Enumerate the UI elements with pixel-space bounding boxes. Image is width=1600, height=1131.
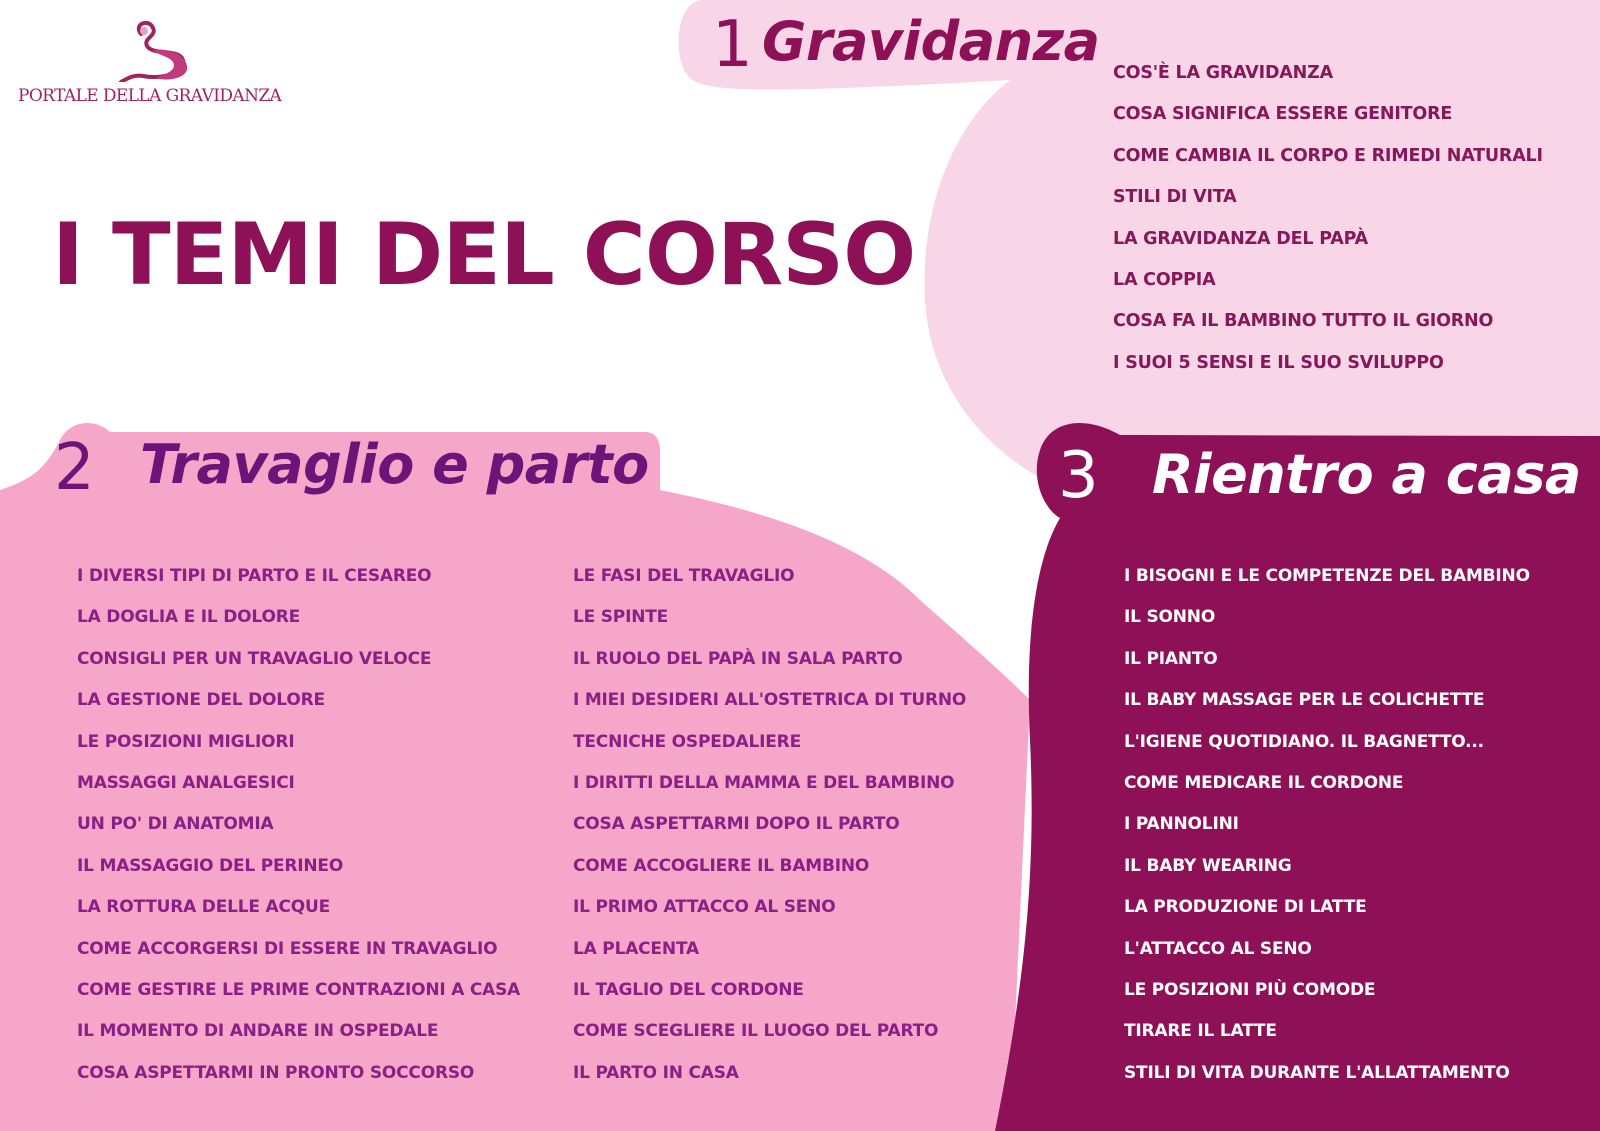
topic-item: TIRARE IL LATTE: [1124, 1021, 1277, 1042]
topic-item: I DIVERSI TIPI DI PARTO E IL CESAREO: [77, 566, 432, 586]
topic-item: IL MOMENTO DI ANDARE IN OSPEDALE: [77, 1021, 439, 1042]
section-title: Rientro a casa: [1152, 443, 1581, 506]
topic-item: LE FASI DEL TRAVAGLIO: [573, 566, 795, 586]
topic-item: COSA SIGNIFICA ESSERE GENITORE: [1113, 104, 1453, 125]
topic-item: IL MASSAGGIO DEL PERINEO: [77, 855, 344, 876]
topic-item: L'ATTACCO AL SENO: [1124, 938, 1312, 959]
section-pregnancy-header: [700, 5, 1100, 85]
topic-item: LA PLACENTA: [573, 938, 699, 959]
topic-item: COSA FA IL BAMBINO TUTTO IL GIORNO: [1113, 311, 1494, 332]
page-title: I TEMI DEL CORSO: [52, 205, 916, 305]
topic-item: LE POSIZIONI MIGLIORI: [77, 731, 295, 752]
topic-item: LA PRODUZIONE DI LATTE: [1124, 897, 1367, 918]
home-topic-list: [1124, 556, 1530, 1094]
topic-item: STILI DI VITA: [1113, 187, 1237, 208]
labour-topic-list-left: [77, 556, 520, 1094]
topic-item: COME ACCORGERSI DI ESSERE IN TRAVAGLIO: [77, 938, 498, 959]
topic-item: IL PARTO IN CASA: [573, 1062, 739, 1083]
topic-item: COME GESTIRE LE PRIME CONTRAZIONI A CASA: [77, 979, 521, 1000]
section-home-header: [1040, 438, 1580, 518]
section-title: Gravidanza: [762, 10, 1100, 73]
topic-item: IL PRIMO ATTACCO AL SENO: [573, 897, 836, 918]
section-number: 2: [54, 431, 95, 505]
topic-item: L'IGIENE QUOTIDIANO. IL BAGNETTO...: [1124, 731, 1484, 752]
topic-item: IL TAGLIO DEL CORDONE: [573, 979, 804, 1000]
topic-item: COME CAMBIA IL CORPO E RIMEDI NATURALI: [1113, 145, 1543, 166]
stork-swirl-logo-icon: [113, 20, 203, 82]
topic-item: IL BABY MASSAGE PER LE COLICHETTE: [1124, 690, 1485, 711]
logo-text: PORTALE DELLA GRAVIDANZA: [18, 86, 282, 106]
topic-item: I PANNOLINI: [1124, 814, 1239, 835]
topic-item: IL SONNO: [1124, 607, 1216, 628]
topic-item: IL BABY WEARING: [1124, 855, 1292, 876]
topic-item: LA DOGLIA E IL DOLORE: [77, 607, 301, 628]
section-number: 1: [712, 8, 753, 82]
topic-item: STILI DI VITA DURANTE L'ALLATTAMENTO: [1124, 1062, 1510, 1083]
topic-item: LE POSIZIONI PIÙ COMODE: [1124, 979, 1376, 1000]
topic-item: I DIRITTI DELLA MAMMA E DEL BAMBINO: [573, 772, 955, 793]
pregnancy-topic-list: [1113, 53, 1543, 384]
labour-topic-list-right: [573, 556, 966, 1094]
topic-item: I MIEI DESIDERI ALL'OSTETRICA DI TURNO: [573, 690, 967, 711]
portal-logo[interactable]: [18, 20, 282, 115]
topic-item: I BISOGNI E LE COMPETENZE DEL BAMBINO: [1124, 566, 1530, 586]
topic-item: CONSIGLI PER UN TRAVAGLIO VELOCE: [77, 648, 432, 669]
topic-item: MASSAGGI ANALGESICI: [77, 772, 295, 793]
topic-item: COME MEDICARE IL CORDONE: [1124, 772, 1404, 793]
topic-item: TECNICHE OSPEDALIERE: [573, 731, 801, 752]
topic-item: IL PIANTO: [1124, 648, 1218, 669]
topic-item: COME ACCOGLIERE IL BAMBINO: [573, 855, 870, 876]
topic-item: LA COPPIA: [1113, 269, 1216, 290]
section-number: 3: [1058, 439, 1099, 513]
section-title: Travaglio e parto: [140, 433, 649, 496]
topic-item: LE SPINTE: [573, 607, 669, 628]
topic-item: COSA ASPETTARMI DOPO IL PARTO: [573, 814, 900, 835]
topic-item: LA GESTIONE DEL DOLORE: [77, 690, 325, 711]
topic-item: LA GRAVIDANZA DEL PAPÀ: [1113, 228, 1368, 249]
topic-item: COSA ASPETTARMI IN PRONTO SOCCORSO: [77, 1062, 475, 1083]
section-labour-header: [40, 430, 660, 510]
topic-item: COS'È LA GRAVIDANZA: [1113, 63, 1333, 83]
topic-item: UN PO' DI ANATOMIA: [77, 814, 274, 835]
topic-item: COME SCEGLIERE IL LUOGO DEL PARTO: [573, 1021, 939, 1042]
topic-item: LA ROTTURA DELLE ACQUE: [77, 897, 331, 918]
topic-item: IL RUOLO DEL PAPÀ IN SALA PARTO: [573, 648, 903, 669]
topic-item: I SUOI 5 SENSI E IL SUO SVILUPPO: [1113, 352, 1444, 373]
